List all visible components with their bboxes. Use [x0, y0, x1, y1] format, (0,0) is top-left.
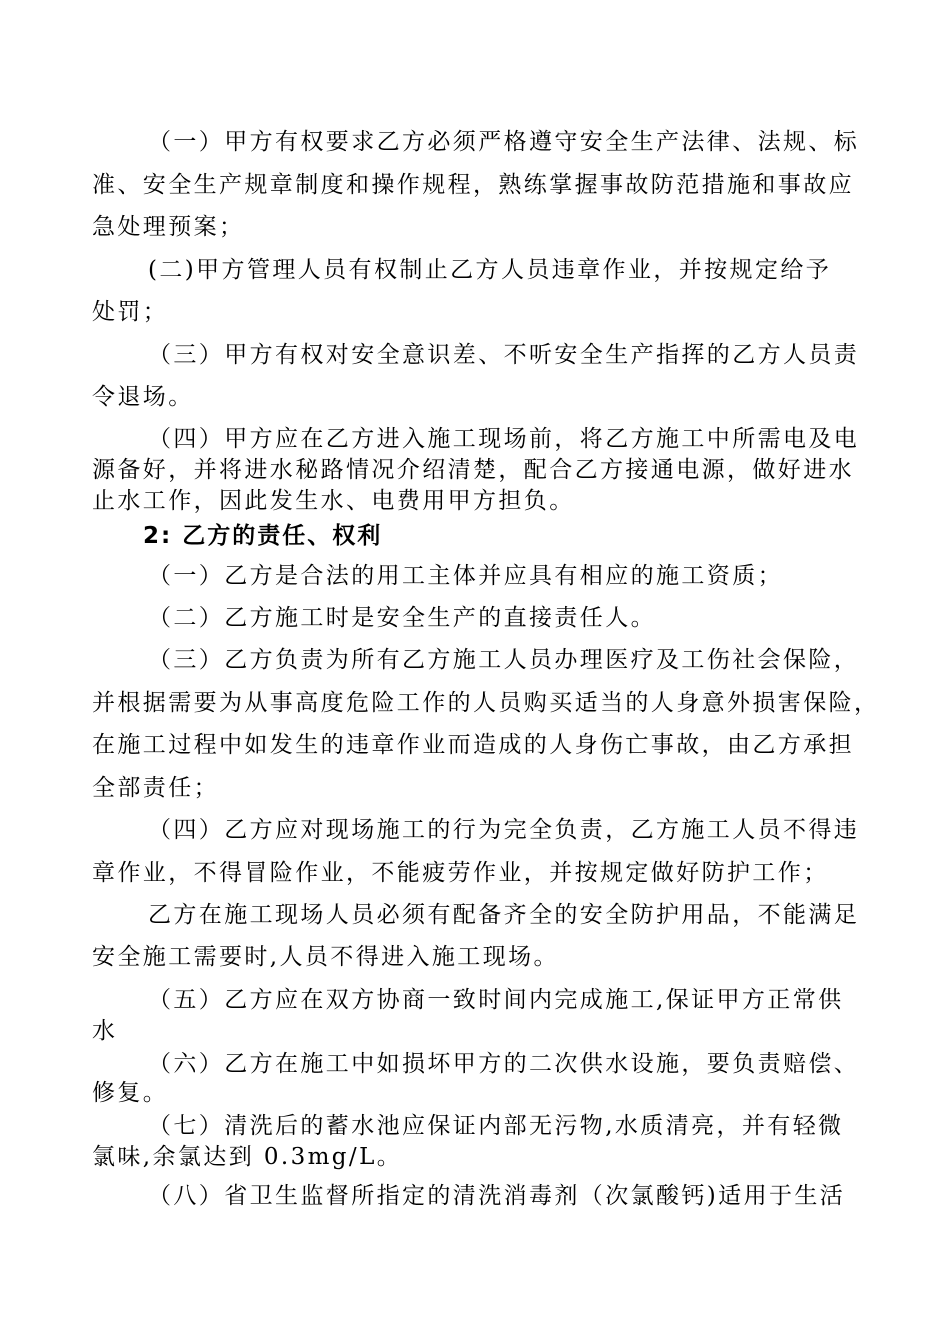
- paragraph-line: 处罚；: [92, 299, 169, 325]
- paragraph-line: （七）清洗后的蓄水池应保证内部无污物,水质清亮，并有轻微: [148, 1113, 844, 1139]
- paragraph-line: 乙方在施工现场人员必须有配备齐全的安全防护用品，不能满足: [148, 902, 860, 928]
- paragraph-line: 修复。: [92, 1080, 169, 1106]
- paragraph-line: (二)甲方管理人员有权制止乙方人员违章作业，并按规定给予: [148, 257, 832, 283]
- paragraph-line: 源备好，并将进水秘路情况介绍清楚，配合乙方接通电源，做好进水: [92, 457, 854, 483]
- paragraph-line: （三）乙方负责为所有乙方施工人员办理医疗及工伤社会保险，: [148, 647, 860, 673]
- paragraph-line: （一）甲方有权要求乙方必须严格遵守安全生产法律、法规、标: [148, 129, 860, 155]
- paragraph-line: （五）乙方应在双方协商一致时间内完成施工,保证甲方正常供: [148, 987, 844, 1013]
- paragraph-line: 令退场。: [92, 384, 194, 410]
- paragraph-line: 水: [92, 1018, 118, 1044]
- paragraph-line: 氯味,余氯达到 0.3mg/L。: [92, 1144, 403, 1170]
- paragraph-line: 安全施工需要时,人员不得进入施工现场。: [92, 944, 559, 970]
- paragraph-line: （二）乙方施工时是安全生产的直接责任人。: [148, 605, 656, 631]
- paragraph-line: 止水工作，因此发生水、电费用甲方担负。: [92, 488, 575, 514]
- paragraph-line: 章作业，不得冒险作业，不能疲劳作业，并按规定做好防护工作；: [92, 860, 829, 886]
- paragraph-line: 准、安全生产规章制度和操作规程，熟练掌握事故防范措施和事故应: [92, 172, 854, 198]
- paragraph-line: 全部责任；: [92, 775, 219, 801]
- paragraph-line: （一）乙方是合法的用工主体并应具有相应的施工资质；: [148, 563, 783, 589]
- paragraph-line: （三）甲方有权对安全意识差、不听安全生产指挥的乙方人员责: [148, 342, 860, 368]
- section-heading: 2: 乙方的责任、权利: [143, 523, 383, 549]
- paragraph-line: （六）乙方在施工中如损坏甲方的二次供水设施，要负责赔偿、: [148, 1051, 860, 1077]
- paragraph-line: （四）乙方应对现场施工的行为完全负责，乙方施工人员不得违: [148, 817, 860, 843]
- paragraph-line: （八）省卫生监督所指定的清洗消毒剂（次氯酸钙)适用于生活: [148, 1183, 846, 1209]
- paragraph-line: 在施工过程中如发生的违章作业而造成的人身伤亡事故，由乙方承担: [92, 732, 854, 758]
- paragraph-line: （四）甲方应在乙方进入施工现场前，将乙方施工中所需电及电: [148, 426, 860, 452]
- paragraph-line: 急处理预案；: [92, 214, 245, 240]
- paragraph-line: 并根据需要为从事高度危险工作的人员购买适当的人身意外损害保险，: [92, 690, 880, 716]
